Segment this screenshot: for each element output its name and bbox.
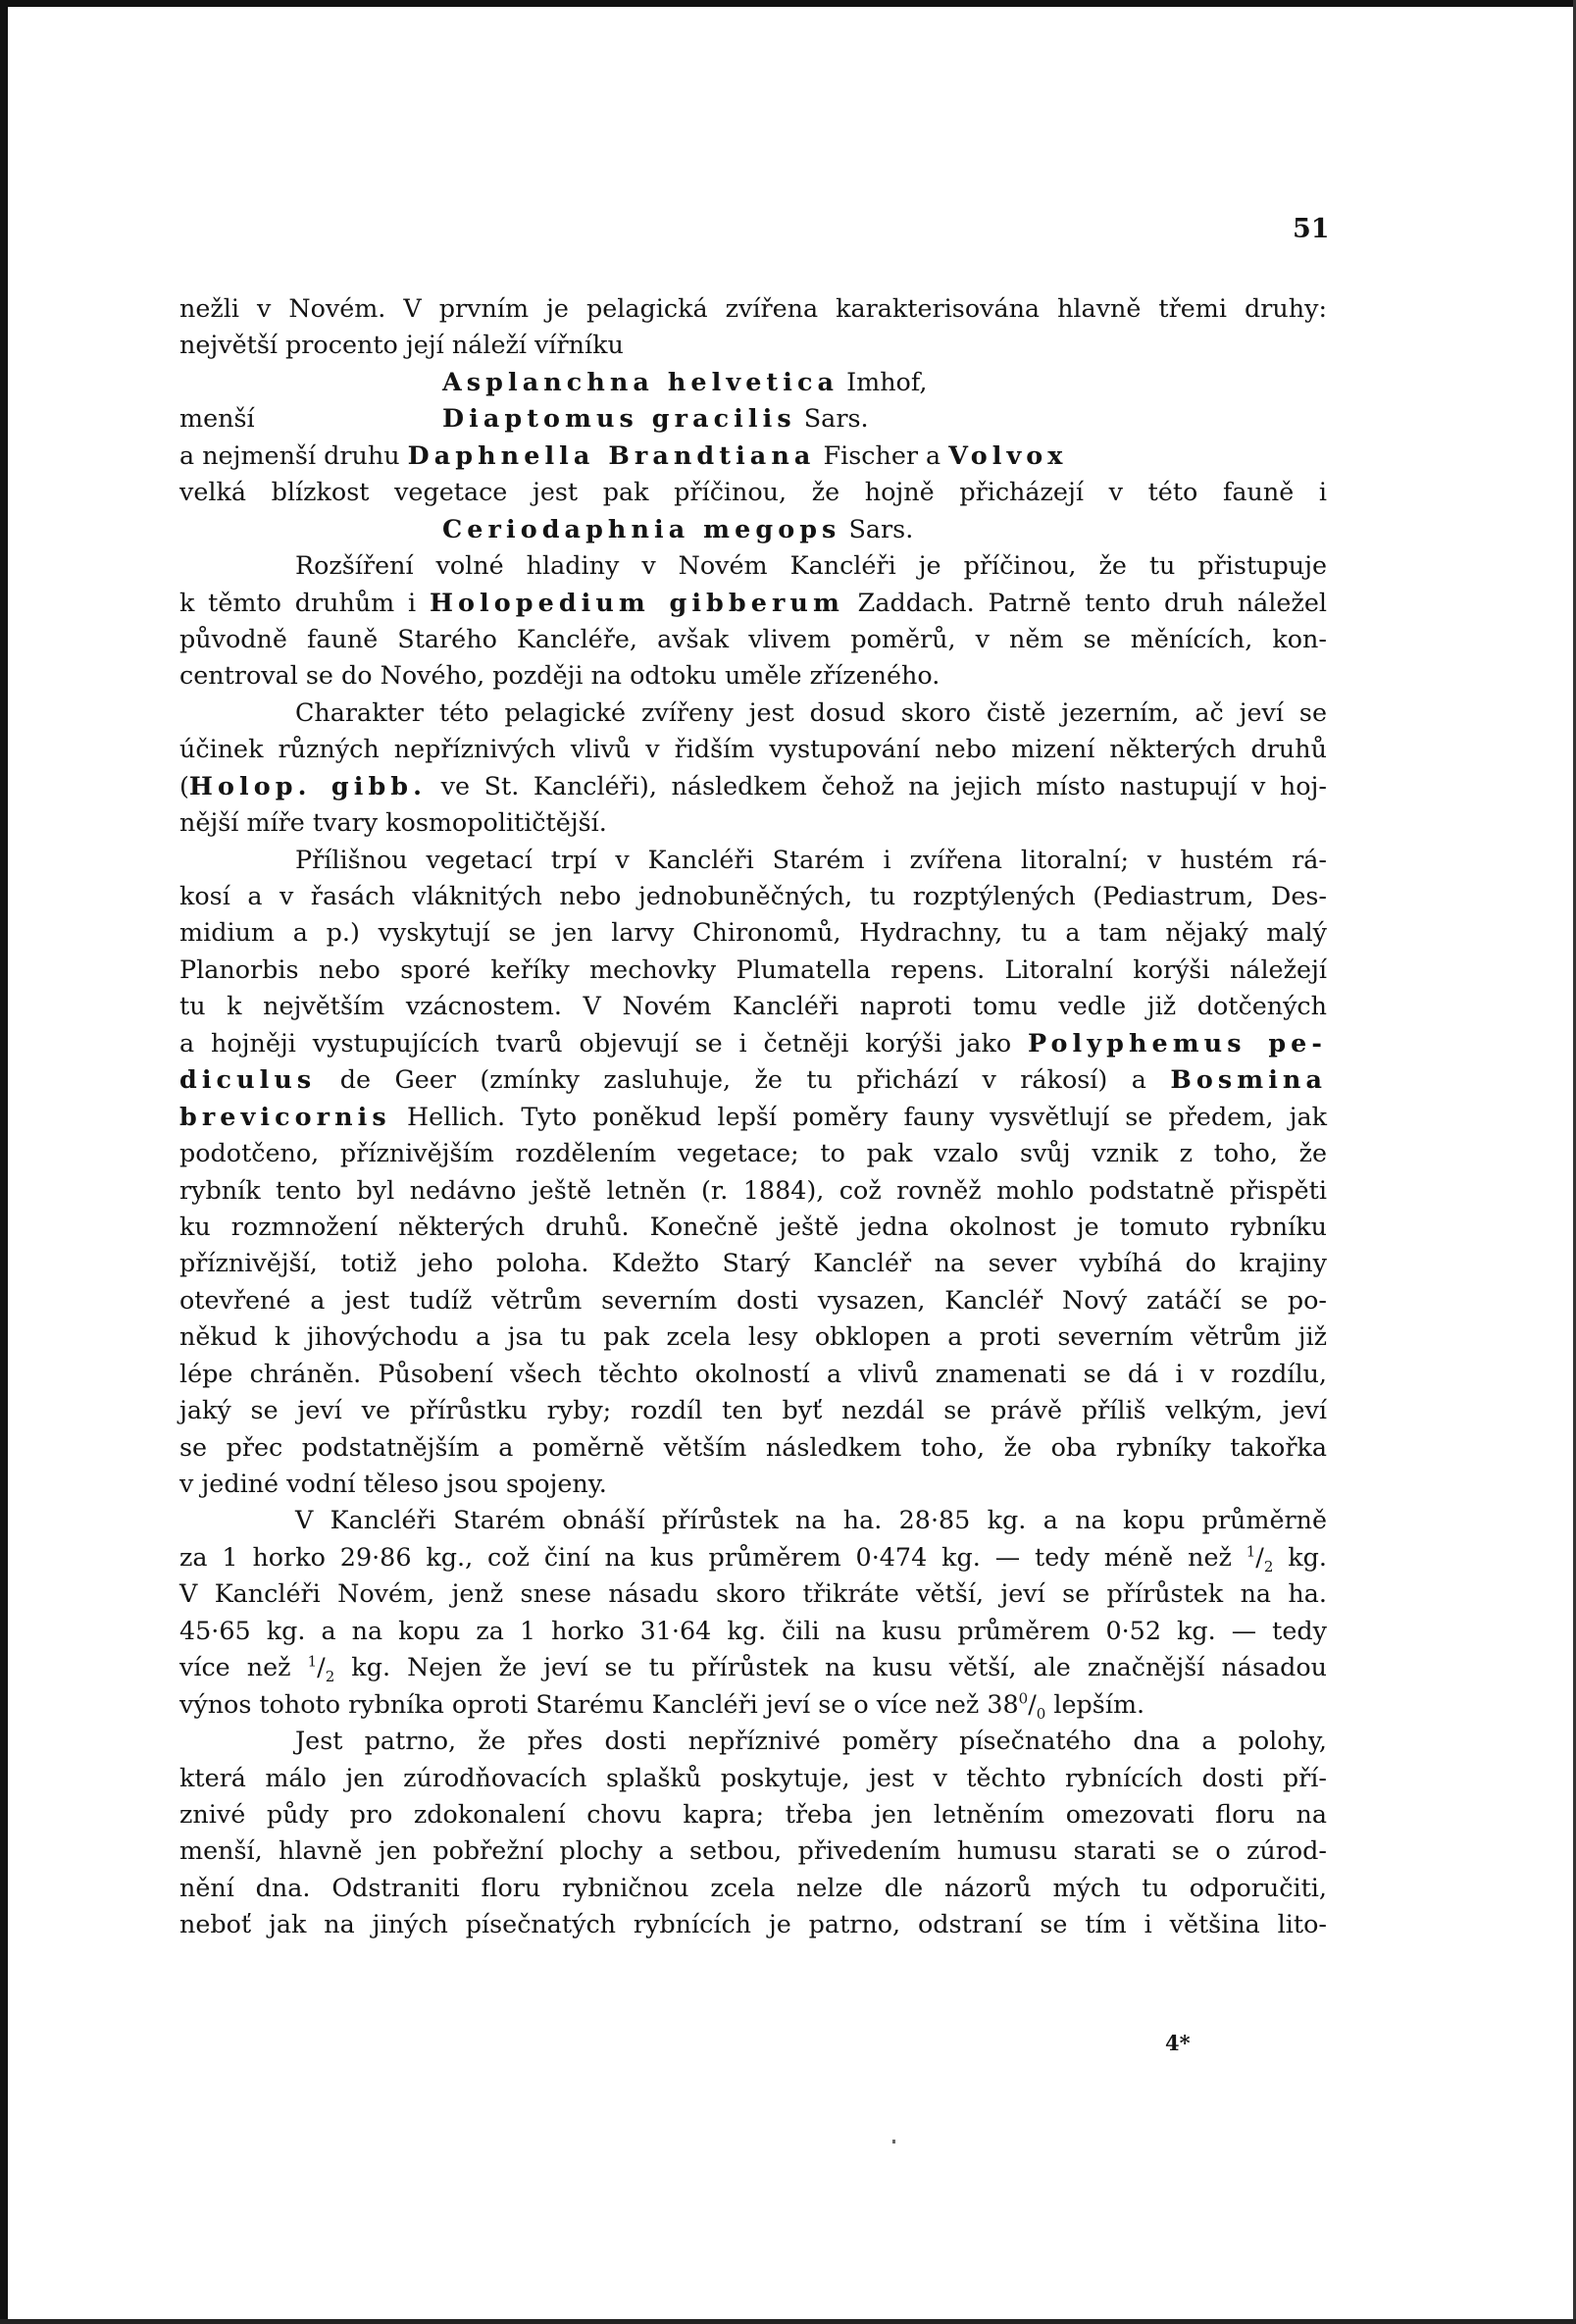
text-line: neboť jak na jiných písečnatých rybnících je patrno, odstraní se tím i většina lito- — [179, 1909, 1327, 1939]
species-name: Diaptomus gracilis — [442, 403, 796, 434]
text-line: původně fauně Starého Kancléře, avšak vlivem poměrů, v něm se měnících, kon- — [179, 623, 1327, 653]
text-line: k těmto druhům i Holopedium gibberum Zaddach. Patrně tento druh náležel — [179, 587, 1327, 617]
text-line: nežli v Novém. V prvním je pelagická zvířena karakterisována hlavně třemi druhy: — [179, 293, 1327, 323]
text-line: (Holop. gibb. ve St. Kancléři), následkem čehož na jejich místo nastupují v hoj- — [179, 770, 1327, 800]
text-line: lépe chráněn. Působení všech těchto okolností a vlivů znamenati se dá i v rozdílu, — [179, 1358, 1327, 1388]
text-line: účinek různých nepříznivých vlivů v řidším vystupování nebo mizení některých druhů — [179, 734, 1327, 764]
scan-border-bottom — [0, 2319, 1576, 2324]
scan-border-top — [0, 0, 1576, 7]
text-line: menší Diaptomus gracilis Sars. — [179, 403, 869, 434]
text-line: centroval se do Nového, později na odtoku uměle zřízeného. — [179, 660, 941, 691]
species-name: Daphnella Brandtiana — [407, 439, 816, 470]
text-line: výnos tohoto rybníka oproti Starému Kancléři jeví se o více než $38^0/_0$ lepším. — [179, 1688, 1145, 1723]
text-line: tu k největším vzácnostem. V Novém Kancléři naproti tomu vedle již dotčených — [179, 991, 1327, 1021]
text-line: znivé půdy pro zdokonalení chovu kapra; třeba jen letněním omezovati floru na — [179, 1798, 1327, 1829]
species-name: diculus — [179, 1064, 317, 1095]
text-line: menší, hlavně jen pobřežní plochy a setbou, přivedením humusu starati se o zúrod- — [179, 1835, 1327, 1866]
text-line: Asplanchna helvetica Imhof, — [442, 366, 928, 396]
text-line: největší procento její náleží vířníku — [179, 330, 624, 360]
text-line: brevicornis Hellich. Tyto poněkud lepší poměry fauny vysvětlují se předem, jak — [179, 1101, 1327, 1131]
text-line: podotčeno, příznivějším rozdělením vegetace; to pak vzalo svůj vznik z toho, že — [179, 1138, 1327, 1168]
scan-border-left — [0, 0, 8, 2324]
text-line: V Kancléři Starém obnáší přírůstek na ha. 28·85 kg. a na kopu průměrně — [295, 1505, 1327, 1535]
text-line: Charakter této pelagické zvířeny jest dosud skoro čistě jezerním, ač jeví se — [295, 697, 1327, 727]
text-line: rybník tento byl nedávno ještě letněn (r. 1884), což rovněž mohlo podstatně přispěti — [179, 1174, 1327, 1205]
species-name: Ceriodaphnia megops — [442, 513, 841, 543]
text-line: velká blízkost vegetace jest pak příčinou, že hojně přicházejí v této fauně i — [179, 477, 1327, 507]
text-line: Planorbis nebo sporé keříky mechovky Plumatella repens. Litoralní korýši náležejí — [179, 954, 1327, 984]
text-line: jaký se jeví ve přírůstku ryby; rozdíl ten byť nezdál se právě příliš velkým, jeví — [179, 1395, 1327, 1425]
species-name: brevicornis — [179, 1101, 391, 1131]
text-line: příznivější, totiž jeho poloha. Kdežto Starý Kancléř na sever vybíhá do krajiny — [179, 1248, 1327, 1278]
page-body — [179, 290, 1327, 1943]
species-name: Asplanchna helvetica — [442, 366, 839, 396]
species-name: Holop. gibb. — [188, 770, 428, 800]
text-line: se přec podstatnějším a poměrně větším následkem toho, že oba rybníky takořka — [179, 1431, 1327, 1462]
text-line: midium a p.) vyskytují se jen larvy Chironomů, Hydrachny, tu a tam nějaký malý — [179, 917, 1327, 948]
text-line: za 1 horko 29·86 kg., což činí na kus průměrem 0·474 kg. — tedy méně než $^1/_2$ kg. — [179, 1541, 1328, 1575]
text-line: otevřené a jest tudíž větrům severním dosti vysazen, Kancléř Nový zatáčí se po- — [179, 1284, 1327, 1315]
text-line: Ceriodaphnia megops Sars. — [442, 513, 914, 543]
text-line: Rozšíření volné hladiny v Novém Kancléři je příčinou, že tu přistupuje — [295, 550, 1327, 581]
text-line: Přílišnou vegetací trpí v Kancléři Starém i zvířena litoralní; v hustém rá- — [295, 844, 1327, 874]
scan-speck — [892, 2140, 895, 2143]
species-name: Holopedium gibberum — [429, 587, 844, 617]
text-line: V Kancléři Novém, jenž snese násadu skoro třikráte větší, jeví se přírůstek na ha. — [179, 1578, 1327, 1609]
text-line: ku rozmnožení některých druhů. Konečně ještě jedna okolnost je tomuto rybníku — [179, 1211, 1327, 1241]
text-line: více než $^1/_2$ kg. Nejen že jeví se tu přírůstek na kusu větší, ale značnější násadou — [179, 1652, 1327, 1686]
signature-mark: 4* — [1165, 2031, 1191, 2055]
text-line: nější míře tvary kosmopolitičtější. — [179, 807, 607, 838]
page-number: 51 — [1293, 214, 1330, 244]
text-line: diculus de Geer (zmínky zasluhuje, že tu přichází v rákosí) a Bosmina — [179, 1064, 1327, 1095]
species-name: Bosmina — [1170, 1064, 1327, 1095]
text-line: v jediné vodní těleso jsou spojeny. — [179, 1469, 607, 1498]
text-line: 45·65 kg. a na kopu za 1 horko 31·64 kg. čili na kusu průměrem 0·52 kg. — tedy — [179, 1615, 1327, 1645]
text-line: kosí a v řasách vláknitých nebo jednobuněčných, tu rozptýlených (Pediastrum, Des- — [179, 881, 1327, 910]
text-line: Jest patrno, že přes dosti nepříznivé poměry písečnatého dna a polohy, — [295, 1726, 1327, 1756]
text-line: a hojněji vystupujících tvarů objevují se i četněji korýši jako Polyphemus pe- — [179, 1027, 1328, 1058]
text-line: nění dna. Odstraniti floru rybničnou zcela nelze dle názorů mých tu odporučiti, — [179, 1872, 1327, 1902]
text-line: a nejmenší druhu Daphnella Brandtiana Fischer a Volvox — [179, 439, 1068, 470]
species-name: Volvox — [948, 439, 1068, 470]
text-line: která málo jen zúrodňovacích splašků poskytuje, jest v těchto rybnících dosti pří- — [179, 1762, 1327, 1792]
species-name: Polyphemus pe- — [1028, 1027, 1328, 1058]
text-line: někud k jihovýchodu a jsa tu pak zcela lesy obklopen a proti severním větrům již — [179, 1321, 1327, 1352]
